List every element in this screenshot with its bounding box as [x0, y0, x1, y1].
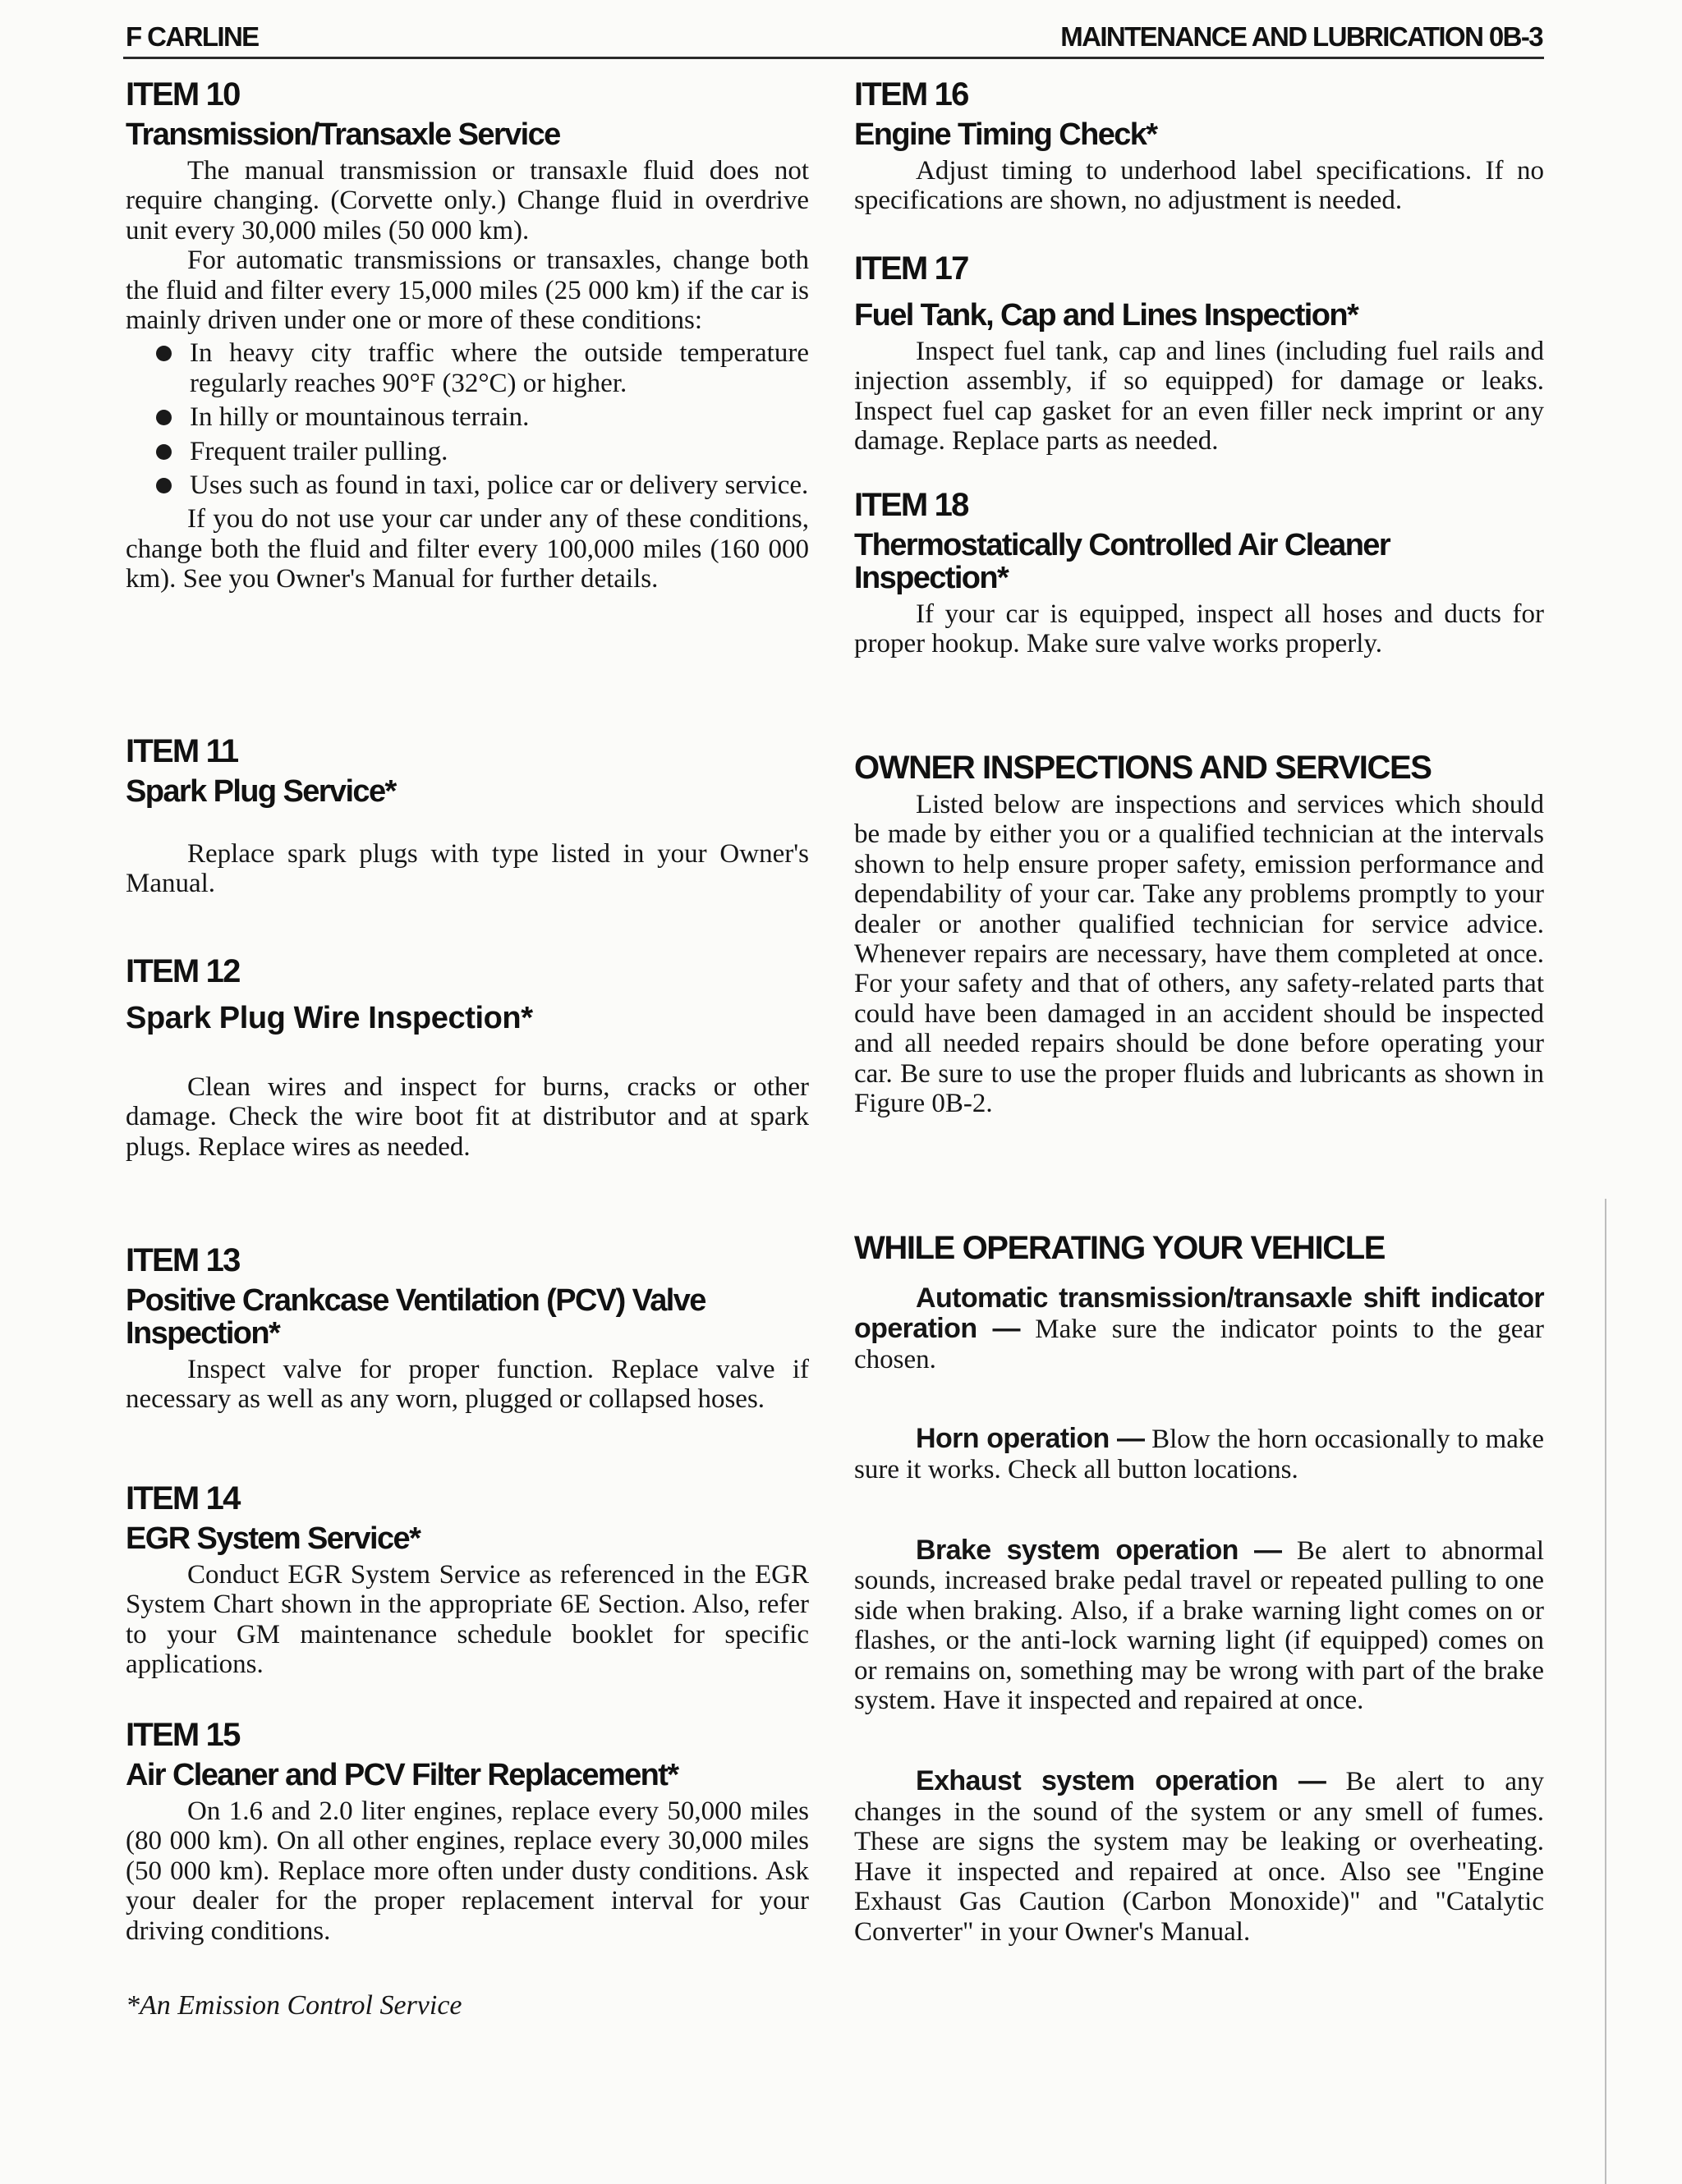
paragraph: Conduct EGR System Service as referenced in the EGR System Chart shown in the appropriate 6E Section. Also, refer to your GM maintenance schedule booklet for specific applications. [126, 1560, 809, 1680]
section-heading: WHILE OPERATING YOUR VEHICLE [854, 1230, 1386, 1266]
paragraph: If your car is equipped, inspect all hoses and ducts for proper hookup. Make sure valve works properly. [854, 599, 1544, 659]
item-number: ITEM 18 [854, 487, 968, 523]
item-18-section [854, 484, 1544, 659]
bullet-icon [156, 478, 172, 493]
list-item-text: In heavy city traffic where the outside temperature regularly reaches 90°F (32°C) or higher. [190, 338, 809, 398]
item-number: ITEM 11 [126, 733, 238, 769]
conditions-list [126, 338, 809, 500]
item-16-section [854, 74, 1544, 216]
item-title: Transmission/Transaxle Service [126, 117, 560, 152]
item-number: ITEM 13 [126, 1242, 240, 1278]
item-title: Spark Plug Wire Inspection* [126, 1001, 533, 1035]
list-item [126, 402, 809, 432]
paragraph: On 1.6 and 2.0 liter engines, replace every 50,000 miles (80 000 km). On all other engines, replace every 30,000 miles (50 000 km). Replace more often under dusty conditions. Ask your dealer for the proper replacement interval for your driving conditions. [126, 1796, 809, 1946]
item-17-section [854, 248, 1544, 457]
while-operating-section [854, 1227, 1544, 1947]
item-title: Air Cleaner and PCV Filter Replacement* [126, 1758, 678, 1792]
run-in-heading: Brake system operation — [916, 1535, 1282, 1567]
paragraph: The manual transmission or transaxle fluid does not require changing. (Corvette only.) Change fluid in overdrive unit every 30,000 miles (50 000 km). [126, 156, 809, 245]
item-number: ITEM 17 [854, 250, 968, 287]
item-12-section [126, 951, 809, 1162]
item-number: ITEM 10 [126, 76, 240, 112]
item-11-section [126, 731, 809, 899]
item-number: ITEM 12 [126, 953, 240, 989]
list-item [126, 437, 809, 466]
paragraph-exhaust [854, 1766, 1544, 1946]
run-in-heading: Horn operation — [916, 1423, 1145, 1455]
item-13-section [126, 1240, 809, 1415]
item-title: EGR System Service* [126, 1521, 420, 1556]
list-item [126, 470, 809, 500]
list-item-text: Frequent trailer pulling. [190, 436, 448, 466]
running-head-right: MAINTENANCE AND LUBRICATION 0B-3 [1060, 21, 1542, 52]
list-item-text: In hilly or mountainous terrain. [190, 402, 530, 433]
item-title: Fuel Tank, Cap and Lines Inspection* [854, 298, 1358, 333]
paragraph-text: Make sure the indicator points to the gear chosen. [854, 1315, 1544, 1374]
paragraph: If you do not use your car under any of these conditions, change both the fluid and filter every 100,000 miles (160 000 km). See you Owner's Manual for further details. [126, 504, 809, 594]
list-item [126, 338, 809, 398]
item-number: ITEM 15 [126, 1717, 240, 1753]
owner-inspections-section [854, 747, 1544, 1118]
paragraph-text: Be alert to any changes in the sound of the system or any smell of fumes. These are signs the system may be leaking or overheating. Have it inspected and repaired at once. Also see "Engine Exhaust Gas Caution (Carbon Monoxide)" and "Catalytic Converter" in your Owner's Manual. [854, 1767, 1545, 1947]
item-14-section [126, 1478, 809, 1680]
paragraph: For automatic transmissions or transaxles, change both the fluid and filter every 15,000 miles (25 000 km) if the car is mainly driven under one or more of these conditions: [126, 245, 809, 336]
footnote: *An Emission Control Service [126, 1990, 462, 2021]
item-10-section [126, 74, 809, 594]
item-number: ITEM 16 [854, 76, 968, 112]
item-title: Engine Timing Check* [854, 117, 1157, 152]
paragraph: Inspect valve for proper function. Replace valve if necessary as well as any worn, plugged or collapsed hoses. [126, 1355, 809, 1415]
paragraph-text: Blow the horn occasionally to make sure it works. Check all button locations. [854, 1425, 1544, 1484]
bullet-icon [156, 410, 172, 425]
running-head-left: F CARLINE [126, 21, 259, 52]
paragraph: Clean wires and inspect for burns, cracks or other damage. Check the wire boot fit at distributor and at spark plugs. Replace wires as needed. [126, 1072, 809, 1162]
section-heading: OWNER INSPECTIONS AND SERVICES [854, 750, 1432, 786]
paragraph-horn [854, 1424, 1544, 1484]
list-item-text: Uses such as found in taxi, police car or delivery service. [190, 470, 809, 501]
header-rule [123, 57, 1544, 59]
paragraph-brake [854, 1535, 1544, 1715]
paragraph: Listed below are inspections and services which should be made by either you or a qualified technician at the intervals shown to help ensure proper safety, emission performance and dependability of your car. Take any problems promptly to your dealer or another qualified technician for service advice. Whenever repairs are necessary, have them completed at once. For your safety and that of others, any safety-related parts that could have been damaged in an accident should be inspected and all needed repairs should be done before operating your car. Be sure to use the proper fluids and lubricants as shown in Figure 0B-2. [854, 790, 1544, 1119]
paragraph-shift-indicator [854, 1283, 1544, 1374]
paragraph: Adjust timing to underhood label specifications. If no specifications are shown, no adjustment is needed. [854, 156, 1544, 216]
bullet-icon [156, 346, 172, 361]
item-title: Spark Plug Service* [126, 774, 396, 809]
item-15-section [126, 1714, 809, 1946]
paragraph: Inspect fuel tank, cap and lines (including fuel rails and injection assembly, if so equipped) for damage or leaks. Inspect fuel cap gasket for an even filler neck imprint or any damage. Replace parts as needed. [854, 337, 1544, 457]
paragraph: Replace spark plugs with type listed in your Owner's Manual. [126, 839, 809, 899]
bullet-icon [156, 444, 172, 460]
item-title: Positive Crankcase Ventilation (PCV) Valve Inspection* [126, 1283, 705, 1351]
run-in-heading: Exhaust system operation — [916, 1765, 1326, 1797]
item-number: ITEM 14 [126, 1480, 240, 1516]
scan-edge-line [1605, 1199, 1606, 2184]
paragraph-text: Be alert to abnormal sounds, increased brake pedal travel or repeated pulling to one side when braking. Also, if a brake warning light comes on or flashes, or the anti-lock warning light (if equipped) comes on or remains on, something may be wrong with part of the brake system. Have it inspected and repaired at once. [854, 1536, 1544, 1716]
run-in-heading: Automatic transmission/transaxle shift indicator operation — [854, 1282, 1544, 1345]
item-title: Thermostatically Controlled Air Cleaner Inspection* [854, 528, 1390, 595]
